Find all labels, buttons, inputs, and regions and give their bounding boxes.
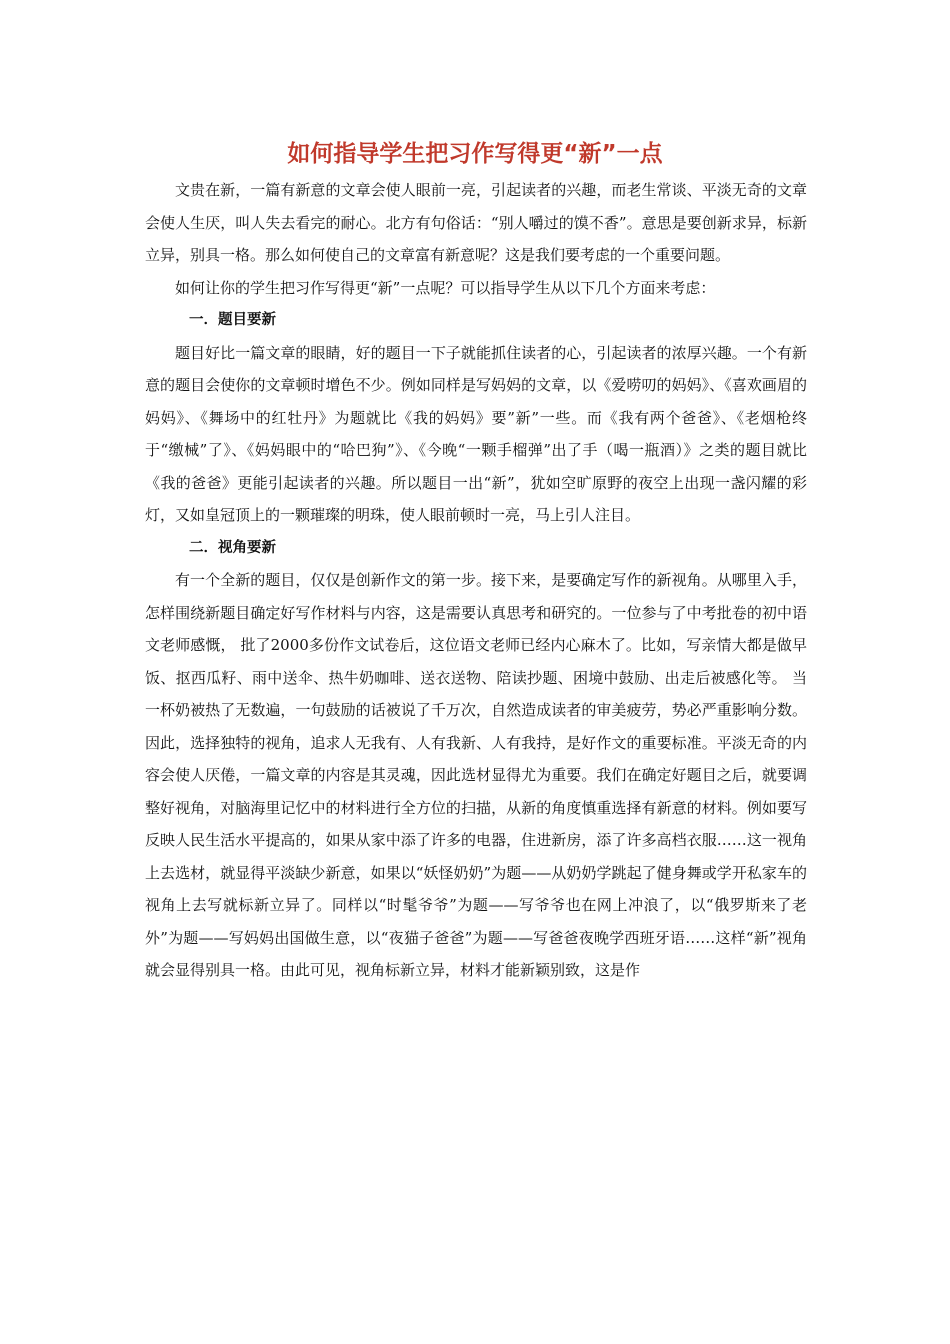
section-heading-title: 一．题目要新 [189,312,276,328]
section-paragraph-perspective: 有一个全新的题目，仅仅是创新作文的第一步。接下来，是要确定写作的新视角。从哪里入手，怎样围绕新题目确定好写作材料与内容，这是需要认真思考和研究的。一位参与了中考批卷的初中语文老师感慨， 批了2000多份作文试卷后，这位语文老师已经内心麻木了。比如，写亲情大都是做早饭、抠西瓜籽、雨中送伞、热牛奶咖啡、送衣送物、陪读抄题、困境中鼓励、出走后被感化等。 当一杯奶被热了无数遍，一句鼓励的话被说了千万次，自然造成读者的审美疲劳，势必严重影响分数。因此，选择独特的视角，追求人无我有、人有我新、人有我持，是好作文的重要标准。平淡无奇的内容会使人厌倦，一篇文章的内容是其灵魂，因此选材显得尤为重要。我们在确定好题目之后，就要调整好视角，对脑海里记忆中的材料进行全方位的扫描，从新的角度慎重选择有新意的材料。例如要写反映人民生活水平提高的，如果从家中添了许多的电器，住进新房，添了许多高档衣服……这一视角上去选材，就显得平淡缺少新意，如果以“妖怪奶奶”为题——从奶奶学跳起了健身舞或学开私家车的视角上去写就标新立异了。同样以“时髦爷爷”为题——写爷爷也在网上冲浪了，以“俄罗斯来了老外”为题——写妈妈出国做生意，以“夜猫子爸爸”为题——写爸爸夜晚学西班牙语……这样“新”视角就会显得别具一格。由此可见，视角标新立异，材料才能新颖别致，这是作 [145,571,807,979]
section-paragraph-title: 题目好比一篇文章的眼睛，好的题目一下子就能抓住读者的心，引起读者的浓厚兴趣。一个有新意的题目会使你的文章顿时增色不少。例如同样是写妈妈的文章，以《爱唠叨的妈妈》、《喜欢画眉的妈妈》、《舞场中的红牡丹》为题就比《我的妈妈》要”新”一些。而《我有两个爸爸》、《老烟枪终于“缴械”了》、《妈妈眼中的“哈巴狗”》、《今晚“一颗手榴弹”出了手（喝一瓶酒）》之类的题目就比《我的爸爸》更能引起读者的兴趣。所以题目一出“新”，犹如空旷原野的夜空上出现一盏闪耀的彩灯，又如皇冠顶上的一颗璀璨的明珠，使人眼前顿时一亮，马上引人注目。 [145,343,807,524]
intro-paragraph: 文贵在新，一篇有新意的文章会使人眼前一亮，引起读者的兴趣，而老生常谈、平淡无奇的文章会使人生厌，叫人失去看完的耐心。北方有句俗话：“别人嚼过的馍不香”。意思是要创新求异，标新立异，别具一格。那么如何使自己的文章富有新意呢？这是我们要考虑的一个重要问题。 [145,181,807,264]
question-paragraph: 如何让你的学生把习作写得更“新”一点呢？可以指导学生从以下几个方面来考虑： [175,278,716,297]
document-body [145,174,807,987]
document-title: 如何指导学生把习作写得更“新”一点 [287,141,663,167]
section-heading-perspective: 二．视角要新 [189,539,276,556]
